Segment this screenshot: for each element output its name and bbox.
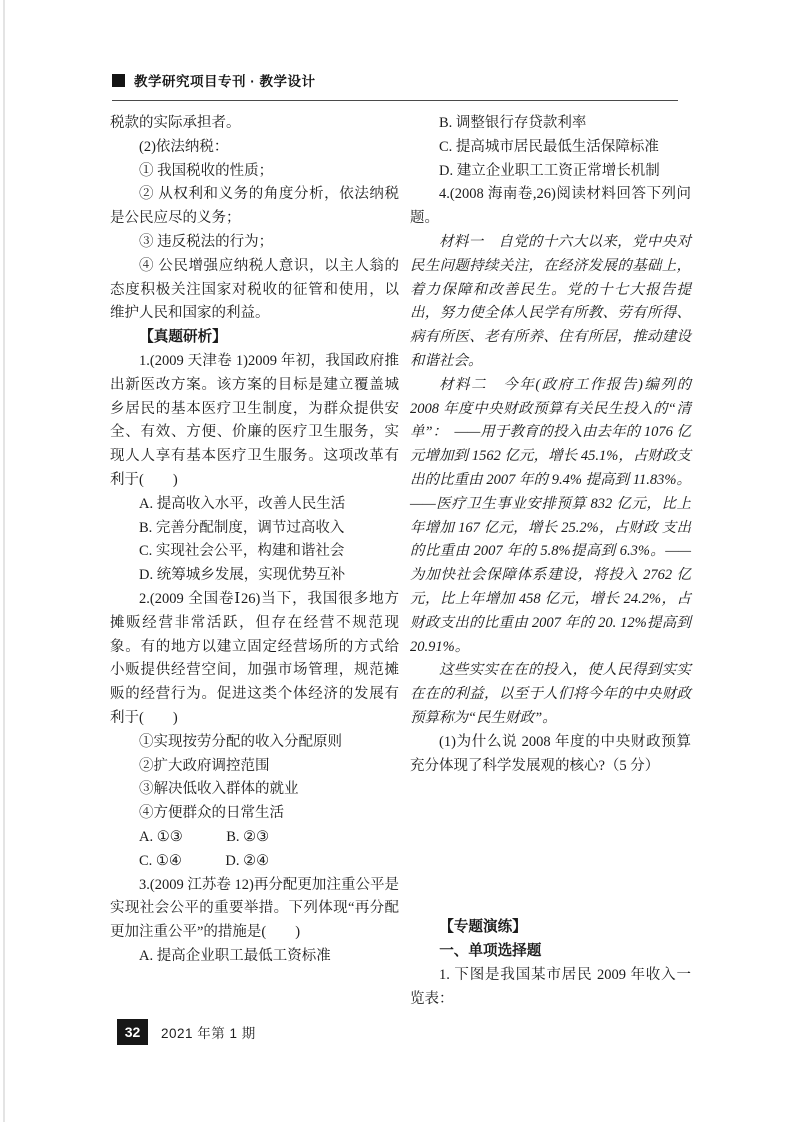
header-bullet-icon xyxy=(112,74,125,87)
paragraph: B. 完善分配制度，调节过高收入 xyxy=(139,519,345,536)
issue-label: 2021 年第 1 期 xyxy=(161,1026,256,1041)
paragraph: ④方便群众的日常生活 xyxy=(139,805,284,822)
paragraph: (1)为什么说 2008 年度的中央财政预算充分体现了科学发展观的核心?（5 分） xyxy=(410,733,691,774)
paragraph: A. 提高企业职工最低工资标准 xyxy=(139,947,331,964)
section-heading: 【真题研析】 xyxy=(139,329,227,346)
paragraph: 1. 下图是我国某市居民 2009 年收入一览表： xyxy=(410,966,691,1007)
paragraph: ②扩大政府调控范围 xyxy=(139,757,270,774)
paragraph: A. 提高收入水平，改善人民生活 xyxy=(139,495,346,512)
page-number-badge xyxy=(117,1019,148,1045)
paragraph: C. 提高城市居民最低生活保障标准 xyxy=(439,138,659,155)
paragraph: 2.(2009 全国卷Ⅰ26)当下，我国很多地方摊贩经营非常活跃，但存在经营不规范现象。有的地方以建立固定经营场所的方式给小贩提供经营空间，加强市场管理，规范摊贩的经营行为。促进这类个体经济的发展有利于( ) xyxy=(110,590,399,726)
paragraph: ③ 违反税法的行为； xyxy=(139,233,274,250)
paragraph: 4.(2008 海南卷,26)阅读材料回答下列问题。 xyxy=(410,186,691,227)
paragraph: 3.(2009 江苏卷 12)再分配更加注重公平是实现社会公平的重要举措。下列体现“再分配更加注重公平”的措施是( ) xyxy=(110,876,399,941)
section-heading: 【专题演练】 xyxy=(439,919,527,936)
paragraph: 这些实实在在的投入，使人民得到实实在在的利益，以至于人们将今年的中央财政预算称为“民生财政”。 xyxy=(410,662,691,726)
paragraph: 税款的实际承担者。 xyxy=(110,115,241,131)
section-heading: 一、单项选择题 xyxy=(439,943,542,960)
paragraph: A. ①③ B. ②③ xyxy=(139,828,270,845)
paragraph: C. ①④ D. ②④ xyxy=(139,852,270,869)
page-header xyxy=(112,70,678,101)
paragraph: ③解决低收入群体的就业 xyxy=(139,781,299,798)
page-number: 32 xyxy=(124,1024,141,1040)
paragraph: 材料二 今年(政府工作报告)编列的 2008 年度中央财政预算有关民生投入的“清单”： ——用于教育的投入由去年的 1076 亿元增加到 1562 亿元，增长 45.1%，占财政支出的比重由 2007 年的 9.4% 提高到 11.83%。——医疗卫生事业安排预算 832 亿元，比上年增加 167 亿元，增长 25.2%，占财政 支出的比重由 2007 年的 5.8%提高到 6.3%。——为加快社会保障体系建设，将投入 2762 亿元，比上年增加 458 亿元，增长 24.2%，占财政支出的比重由 2007 年的 20. 12%提高到 20.91%。 xyxy=(410,376,691,655)
paragraph: (2)依法纳税： xyxy=(139,138,229,155)
scan-edge-line xyxy=(3,0,5,1122)
paragraph: 材料一 自党的十六大以来，党中央对民生问题持续关注，在经济发展的基础上，着力保障和改善民生。党的十七大报告提出，努力使全体人民学有所教、劳有所得、病有所医、老有所养、住有所居，推动建设和谐社会。 xyxy=(410,233,691,369)
paragraph: ② 从权利和义务的角度分析，依法纳税是公民应尽的义务； xyxy=(110,186,399,227)
paragraph: C. 实现社会公平，构建和谐社会 xyxy=(139,543,345,560)
paragraph: ①实现按劳分配的收入分配原则 xyxy=(139,733,342,750)
header-title: 教学研究项目专刊 · 教学设计 xyxy=(134,74,316,89)
left-column xyxy=(110,112,399,969)
paragraph: ④ 公民增强应纳税人意识，以主人翁的态度积极关注国家对税收的征管和使用，以维护人民和国家的利益。 xyxy=(110,257,399,322)
page-footer xyxy=(117,1019,256,1045)
paragraph: D. 统筹城乡发展，实现优势互补 xyxy=(139,567,346,584)
paragraph: 1.(2009 天津卷 1)2009 年初，我国政府推出新医改方案。该方案的目标是建立覆盖城乡居民的基本医疗卫生制度，为群众提供安全、有效、方便、价廉的医疗卫生服务，实现人人享有基本医疗卫生服务。这项改革有利于( ) xyxy=(110,352,399,488)
paragraph: ① 我国税收的性质； xyxy=(139,162,274,179)
paragraph: D. 建立企业职工工资正常增长机制 xyxy=(439,162,660,179)
paragraph: B. 调整银行存贷款利率 xyxy=(439,115,587,131)
right-column xyxy=(410,112,691,1012)
